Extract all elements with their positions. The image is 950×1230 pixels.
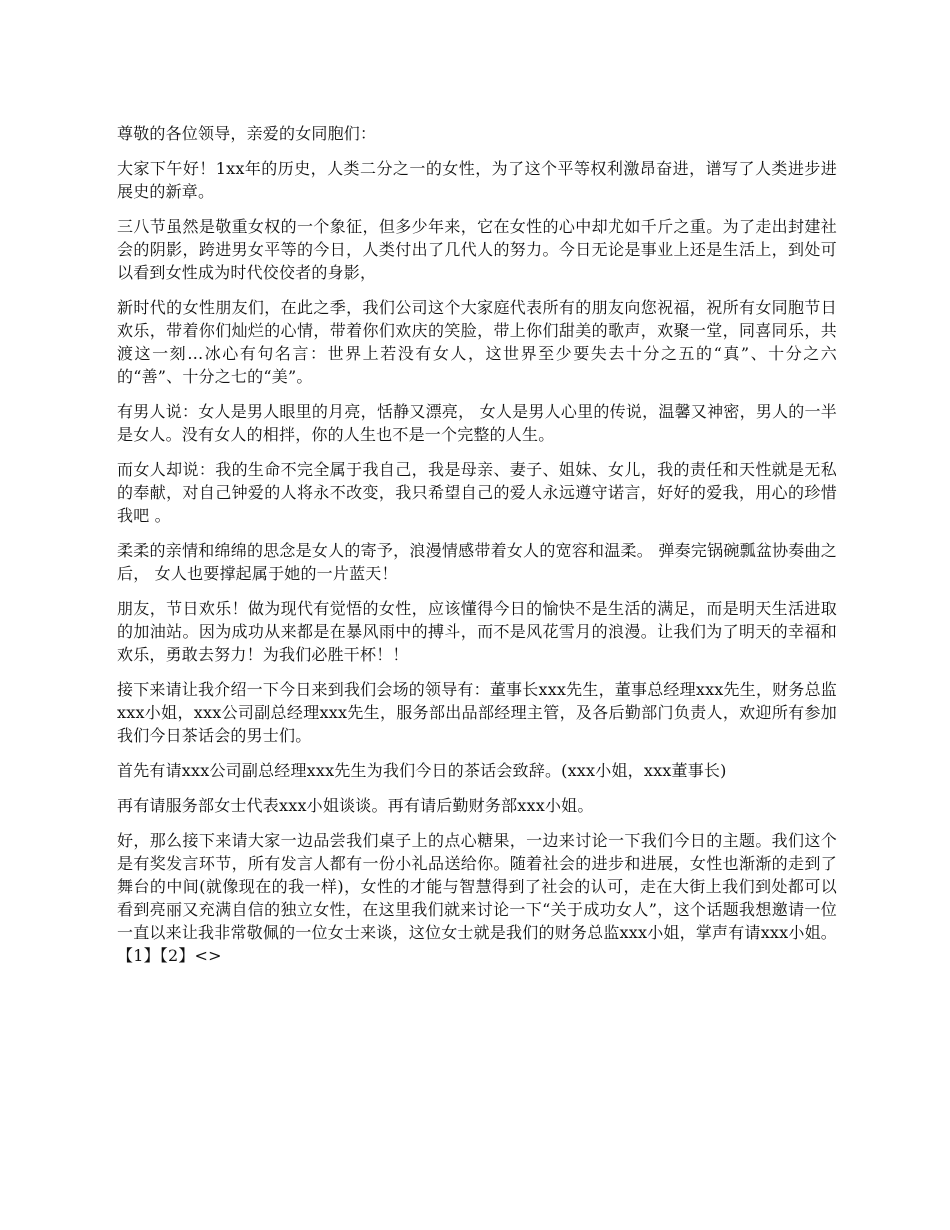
paragraph: 而女人却说：我的生命不完全属于我自己，我是母亲、妻子、姐妹、女儿，我的责任和天性就是无私的奉献，对自己钟爱的人将永不改变，我只希望自己的爱人永远遵守诺言，好好的爱我，用心的珍惜我吧 。	[117, 460, 837, 525]
paragraph: 好，那么接下来请大家一边品尝我们桌子上的点心糖果，一边来讨论一下我们今日的主题。我们这个是有奖发言环节，所有发言人都有一份小礼品送给你。随着社会的进步和进展，女性也渐渐的走到了舞台的中间(就像现在的我一样)，女性的才能与智慧得到了社会的认可，走在大街上我们到处都可以看到亮丽又充满自信的独立女性，在这里我们就来讨论一下“关于成功女人”，这个话题我想邀请一位一直以来让我非常敬佩的一位女士来谈，这位女士就是我们的财务总监xxx小姐，掌声有请xxx小姐。【1】【2】<>	[117, 831, 837, 965]
paragraph: 柔柔的亲情和绵绵的思念是女人的寄予，浪漫情感带着女人的宽容和温柔。 弹奏完锅碗瓢盆协奏曲之后， 女人也要撑起属于她的一片蓝天！	[117, 541, 837, 583]
paragraph: 三八节虽然是敬重女权的一个象征，但多少年来，它在女性的心中却尤如千斤之重。为了走出封建社会的阴影，跨进男女平等的今日，人类付出了几代人的努力。今日无论是事业上还是生活上，到处可以看到女性成为时代佼佼者的身影，	[117, 217, 837, 282]
paragraph: 首先有请xxx公司副总经理xxx先生为我们今日的茶话会致辞。(xxx小姐，xxx董事长)	[117, 761, 727, 780]
paragraph: 接下来请让我介绍一下今日来到我们会场的领导有：董事长xxx先生，董事总经理xxx先生，财务总监xxx小姐，xxx公司副总经理xxx先生，服务部出品部经理主管，及各后勤部门负责人，欢迎所有参加我们今日茶话会的男士们。	[117, 680, 837, 745]
paragraph: 朋友，节日欢乐！做为现代有觉悟的女性，应该懂得今日的愉快不是生活的满足，而是明天生活进取的加油站。因为成功从来都是在暴风雨中的搏斗，而不是风花雪月的浪漫。让我们为了明天的幸福和欢乐，勇敢去努力！为我们必胜干杯！！	[117, 599, 837, 664]
salutation: 尊敬的各位领导，亲爱的女同胞们：	[117, 124, 377, 143]
paragraph: 再有请服务部女士代表xxx小姐谈谈。再有请后勤财务部xxx小姐。	[117, 796, 594, 815]
paragraph: 新时代的女性朋友们，在此之季，我们公司这个大家庭代表所有的朋友向您祝福，祝所有女同胞节日欢乐，带着你们灿烂的心情，带着你们欢庆的笑脸，带上你们甜美的歌声，欢聚一堂，同喜同乐，共渡这一刻…冰心有句名言：世界上若没有女人，这世界至少要失去十分之五的“真”、十分之六的“善”、十分之七的“美”。	[117, 298, 837, 386]
paragraph: 有男人说：女人是男人眼里的月亮，恬静又漂亮， 女人是男人心里的传说，温馨又神密，男人的一半是女人。没有女人的相拌，你的人生也不是一个完整的人生。	[117, 402, 837, 444]
paragraph: 大家下午好！1xx年的历史，人类二分之一的女性，为了这个平等权利激昂奋进，谱写了人类进步进展史的新章。	[117, 159, 837, 201]
document-body	[117, 122, 837, 979]
